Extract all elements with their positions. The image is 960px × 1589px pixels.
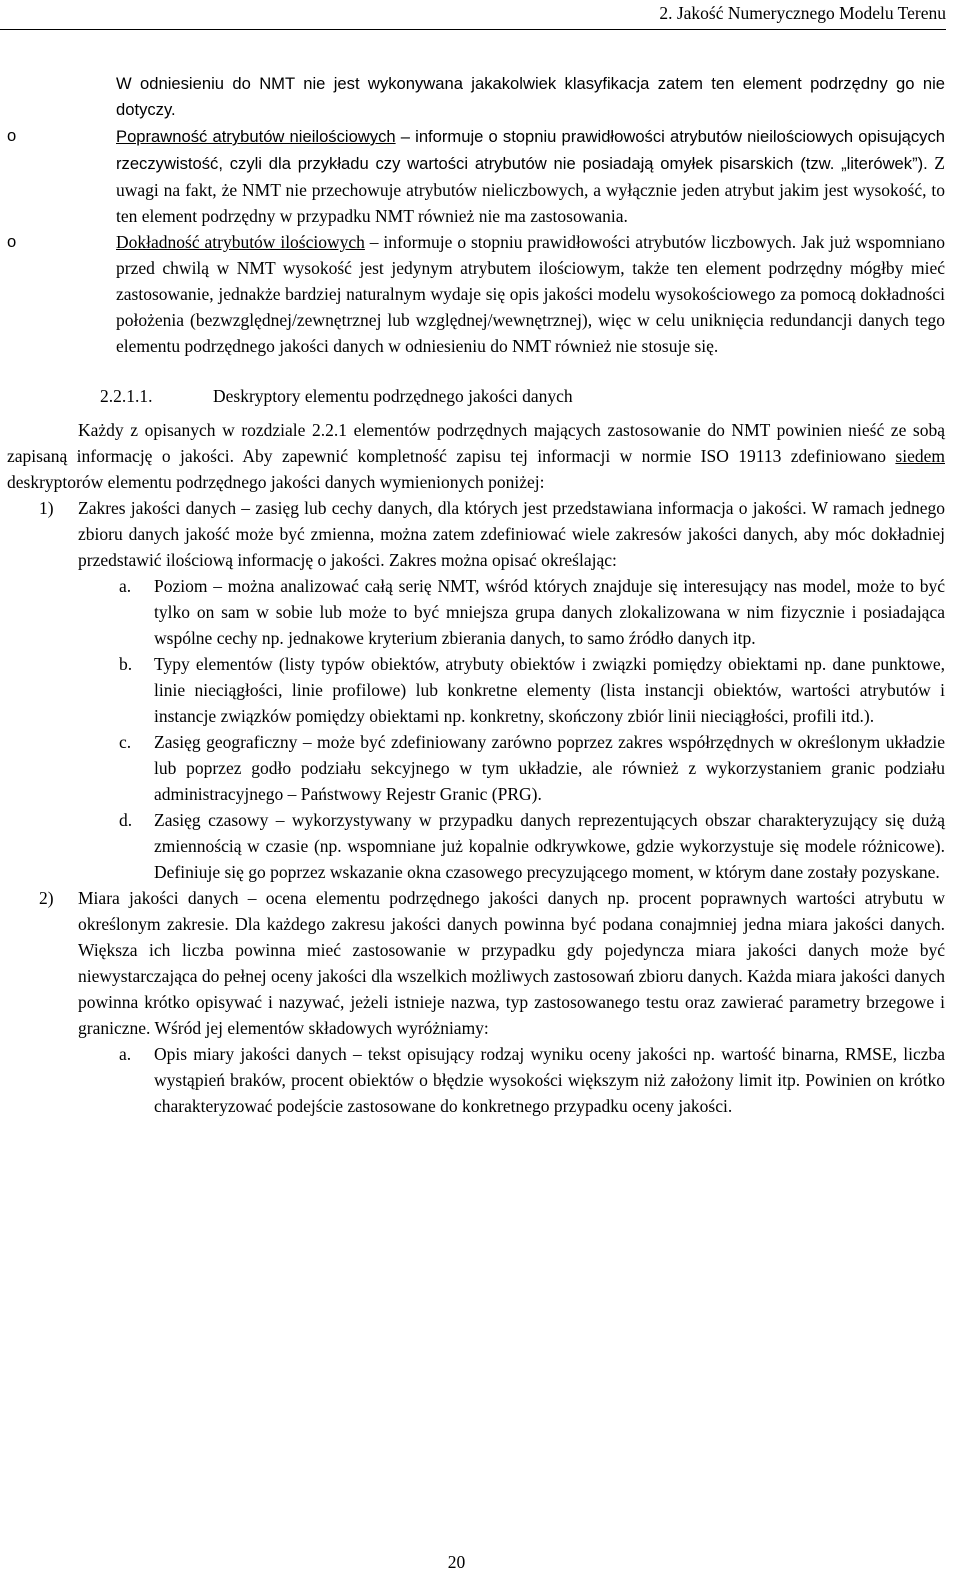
sub-item-mark: b.: [119, 654, 133, 674]
sub-item: [7, 729, 945, 807]
paragraph-text: deskryptorów elementu podrzędnego jakości danych wymienionych poniżej:: [7, 472, 545, 492]
page-number: 20: [447, 1552, 466, 1572]
sub-item-mark: c.: [119, 732, 132, 752]
sub-item-text: Opis miary jakości danych – tekst opisujący rodzaj wyniku oceny jakości np. wartość binarna, RMSE, liczba wystąpień braków, procent obiektów o błędzie wysokości większym niż założony limit itp. Powinien on krótko charakteryzować podejście zastosowane do konkretnego przypadku oceny jakości.: [154, 1044, 945, 1116]
sub-item-mark: a.: [119, 576, 132, 596]
running-header: 2. Jakość Numerycznego Modelu Terenu: [0, 2, 946, 30]
paragraph-text: Każdy z opisanych w rozdziale 2.2.1 elementów podrzędnych mających zastosowanie do NMT powinien nieść ze sobą zapisaną informację o jakości. Aby zapewnić kompletność zapisu tej informacji w normie ISO 19113 zdefiniowano: [7, 420, 945, 466]
bullet-item: [7, 229, 945, 359]
intro-paragraph: W odniesieniu do NMT nie jest wykonywana jakakolwiek klasyfikacja zatem ten element podrzędny go nie dotyczy.: [116, 74, 945, 119]
item-number: 1): [39, 498, 54, 518]
sub-item: [7, 573, 945, 651]
bullet-term: Poprawność atrybutów nieilościowych: [116, 127, 396, 146]
item-number: 2): [39, 888, 54, 908]
sub-item-text: Typy elementów (listy typów obiektów, atrybuty obiektów i związki pomiędzy obiektami np. dane punktowe, linie nieciągłości, linie profilowe) lub konkretne elementy (lista instancji obiektów, wartości atrybutów i instancje związków pomiędzy obiektami np. konkretny, skończony zbiór linii nieciągłości, profili itd.).: [154, 654, 945, 726]
sub-item-text: Zasięg geograficzny – może być zdefiniowany zarówno poprzez zakres współrzędnych w określonym układzie lub poprzez godło podziału sekcyjnego w tym układzie, ale również z wykorzystaniem granic podziału administracyjnego – Państwowy Rejestr Granic (PRG).: [154, 732, 945, 804]
sub-item-mark: a.: [119, 1044, 132, 1064]
body-paragraph: [7, 417, 945, 495]
section-heading: [7, 383, 945, 409]
bullet-text: – informuje o stopniu prawidłowości atrybutów nieilościowych opisujących rzeczywistość, czyli dla przykładu czy wartości atrybutów nie posiadają omyłek pisarskich (tzw. „literówek”).: [116, 127, 945, 173]
bullet-mark: o: [7, 126, 17, 145]
page-body: [7, 71, 945, 1119]
numbered-item: [7, 495, 945, 573]
item-text: Miara jakości danych – ocena elementu podrzędnego jakości danych np. procent poprawnych wartości atrybutu w określonym zakresie. Dla każdego zakresu jakości danych powinna być podana conajmniej jedna miara jakości danych. Większa ich liczba powinna mieć zastosowanie w przypadku gdy pojedyncza miara jakości danych może być niewystarczająca do pełnej oceny jakości dla wszelkich możliwych zastosowań zbioru danych. Każda miara jakości danych powinna krótko opisywać i nazywać, jeżeli istnieje nazwa, typ zastosowanego testu oraz zawierać parametry brzegowe i graniczne. Wśród jej elementów składowych wyróżniamy:: [78, 888, 945, 1038]
underlined-word: siedem: [895, 446, 945, 466]
bullet-text: Z uwagi na fakt, że NMT nie przechowuje atrybutów nieliczbowych, a wyłącznie jeden atrybut jakim jest wysokość, to ten element podrzędny w przypadku NMT również nie ma zastosowania.: [116, 153, 945, 226]
bullet-text: – informuje o stopniu prawidłowości atrybutów liczbowych. Jak już wspomniano przed chwilą w NMT wysokość jest jedynym atrybutem ilościowym, także ten element podrzędny mógłby mieć zastosowanie, jednakże bardziej naturalnym wydaje się opis jakości modelu wysokościowego za pomocą dokładności położenia (bezwzględnej/zewnętrznej lub względnej/wewnętrznej), więc w celu uniknięcia redundancji danych tego elementu podrzędnego jakości danych w odniesieniu do NMT również nie stosuje się.: [116, 232, 945, 356]
bullet-term: Dokładność atrybutów ilościowych: [116, 232, 365, 252]
section-number: 2.2.1.1.: [100, 386, 153, 406]
section-title: Deskryptory elementu podrzędnego jakości danych: [213, 386, 573, 406]
sub-item-text: Poziom – można analizować całą serię NMT, wśród których znajduje się interesujący nas model, może to być tylko on sam w sobie lub może to być mniejsza grupa danych zlokalizowana w nim fizycznie i posiadająca wspólne cechy np. jednakowe kryterium zbierania danych, to samo źródło danych itp.: [154, 576, 945, 648]
sub-item: [7, 1041, 945, 1119]
sub-item: [7, 651, 945, 729]
sub-item-text: Zasięg czasowy – wykorzystywany w przypadku danych reprezentujących obszar charakteryzujący się dużą zmiennością w czasie (np. wspomniane już kopalnie odkrywkowe, gdzie wykorzystuje się modele różnicowe). Definiuje się go poprzez wskazanie okna czasowego precyzującego moment, w którym dane zostały pozyskane.: [154, 810, 945, 882]
sub-item-mark: d.: [119, 810, 133, 830]
item-text: Zakres jakości danych – zasięg lub cechy danych, dla których jest przedstawiana informacja o jakości. W ramach jednego zbioru danych jakość może być zmienna, można zatem zdefiniować wiele zakresów jakości danych, aby móc dokładniej przedstawić ilościową informację o jakości. Zakres można opisać określając:: [78, 498, 945, 570]
sub-item: [7, 807, 945, 885]
numbered-item: [7, 885, 945, 1041]
bullet-item: [7, 123, 945, 229]
bullet-mark: o: [7, 232, 17, 251]
